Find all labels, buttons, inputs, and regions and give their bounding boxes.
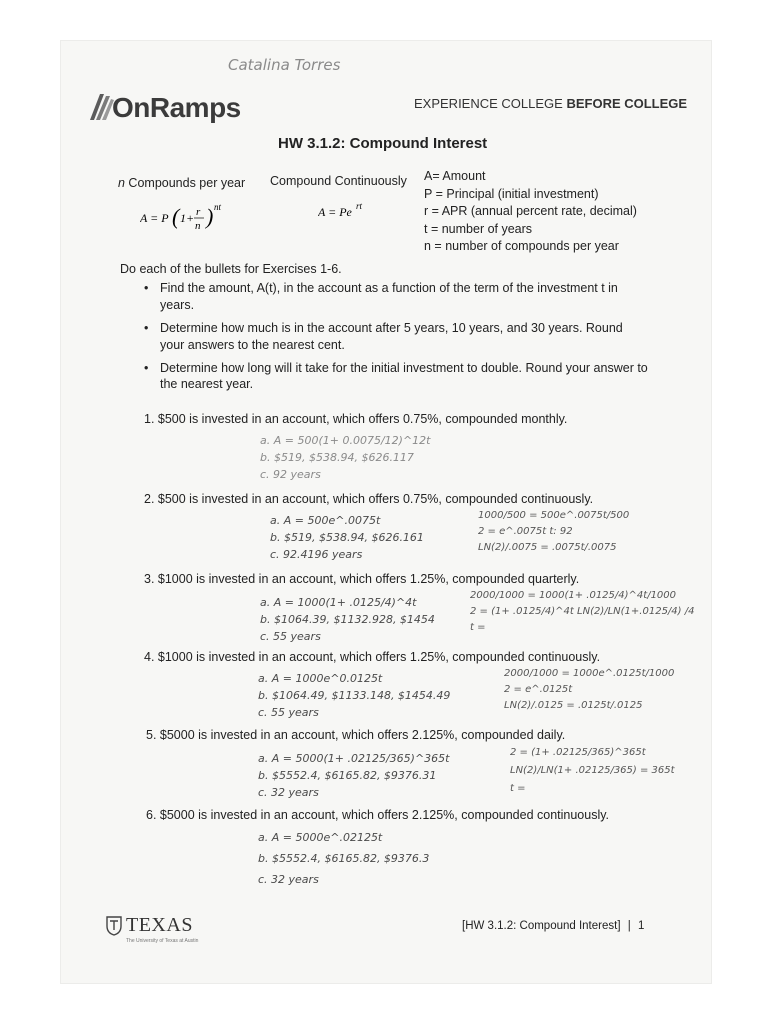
answer-c: c. 92 years (260, 468, 321, 482)
page-title: HW 3.1.2: Compound Interest (278, 135, 488, 152)
exercise-2-answers (270, 512, 424, 563)
legend-item: P = Principal (initial investment) (424, 186, 599, 201)
exercise-4-answers (258, 670, 450, 721)
svg-text:A = Pe: A = Pe (318, 205, 352, 219)
answer-a: a. A = 1000e^0.0125t (258, 672, 383, 685)
legend-item: n = number of compounds per year (424, 239, 619, 253)
footer-separator: | (627, 920, 631, 932)
svg-text:A = P: A = P (140, 211, 169, 225)
exercise-6-text: 6. $5000 is invested in an account, which offers 2.125%, compounded continuously. (146, 808, 610, 822)
exercise-4-text: 4. $1000 is invested in an account, which offers 1.25%, compounded continuously. (144, 650, 601, 664)
work-line: 2 = (1+ .02125/365)^365t (510, 747, 646, 758)
svg-text:1+: 1+ (180, 211, 195, 225)
answer-a: a. A = 5000e^.02125t (258, 831, 383, 844)
answer-b: b. $519, $538.94, $626.161 (270, 531, 424, 545)
work-line: 2000/1000 = 1000e^.0125t/1000 (504, 668, 675, 679)
answer-a: a. A = 1000(1+ .0125/4)^4t (260, 596, 417, 609)
page-footer (462, 920, 644, 932)
exercise-3-answers (260, 594, 435, 645)
texas-logo-subtext: The University of Texas at Austin (126, 938, 199, 944)
svg-text:(: ( (172, 204, 180, 229)
exercise-5-text: 5. $5000 is invested in an account, which offers 2.125%, compounded daily. (146, 728, 566, 742)
exercise-6-answers (258, 828, 429, 891)
answer-c: c. 55 years (258, 706, 319, 720)
variable-legend (424, 168, 637, 256)
answer-c: c. 32 years (258, 872, 319, 886)
exercise-5-work (510, 744, 675, 798)
answer-b: b. $5552.4, $6165.82, $9376.31 (258, 769, 437, 783)
instructions-bullets (138, 280, 648, 399)
continuous-formula-graphic (318, 200, 378, 222)
exercise-1-answers (260, 432, 430, 483)
answer-a: a. A = 5000(1+ .02125/365)^365t (258, 752, 450, 765)
exercise-3-work (470, 588, 700, 636)
work-line: LN(2)/LN(1+ .02125/365) = 365t (510, 765, 675, 776)
texas-logo-text: TEXAS (126, 914, 193, 936)
work-line: 2 = e^.0125t (504, 684, 573, 695)
n-compounds-formula-graphic (140, 200, 250, 236)
answer-b: b. $5552.4, $6165.82, $9376.3 (258, 851, 430, 865)
n-compounds-label (118, 176, 245, 190)
exercise-2-text: 2. $500 is invested in an account, which offers 0.75%, compounded continuously. (144, 492, 594, 506)
answer-c: c. 92.4196 years (270, 548, 363, 562)
n-compounds-formula (140, 200, 250, 240)
svg-text:): ) (206, 204, 214, 229)
instruction-bullet: • Determine how much is in the account after 5 years, 10 years, and 30 years. Round your answers to the nearest cent. (138, 320, 648, 354)
page-number: 1 (637, 920, 645, 932)
tagline-normal: EXPERIENCE COLLEGE (414, 96, 567, 111)
tagline-bold: BEFORE COLLEGE (566, 96, 688, 111)
onramps-logo (86, 88, 246, 132)
n-variable: n (118, 176, 125, 190)
svg-text:rt: rt (356, 201, 363, 211)
work-line: t = (470, 622, 486, 633)
instructions-intro: Do each of the bullets for Exercises 1-6. (120, 262, 342, 276)
exercise-4-work (504, 666, 674, 714)
work-line: 2 = e^.0075t t: 92 (478, 526, 573, 537)
compound-continuously-label: Compound Continuously (270, 174, 407, 188)
header-tagline (414, 96, 687, 111)
answer-c: c. 32 years (258, 786, 319, 800)
work-line: LN(2)/.0075 = .0075t/.0075 (478, 542, 617, 553)
answer-a: a. A = 500(1+ 0.0075/12)^12t (260, 434, 431, 447)
answer-b: b. $1064.39, $1132.928, $1454 (260, 613, 435, 627)
svg-text:n: n (195, 220, 201, 232)
instruction-bullet: • Determine how long will it take for the initial investment to double. Round your answer to the nearest year. (138, 360, 648, 394)
exercise-1-text: 1. $500 is invested in an account, which offers 0.75%, compounded monthly. (144, 412, 568, 426)
legend-item: r = APR (annual percent rate, decimal) (424, 204, 637, 218)
svg-text:r: r (196, 206, 201, 218)
exercise-5-answers (258, 750, 449, 801)
work-line: 2 = (1+ .0125/4)^4t LN(2)/LN(1+.0125/4) /4 (470, 606, 695, 617)
answer-b: b. $1064.49, $1133.148, $1454.49 (258, 689, 451, 703)
continuous-formula (318, 200, 378, 227)
work-line: 1000/500 = 500e^.0075t/500 (478, 510, 630, 521)
exercise-3-text: 3. $1000 is invested in an account, which offers 1.25%, compounded quarterly. (144, 572, 580, 586)
work-line: t = (510, 783, 526, 794)
legend-item: A= Amount (424, 169, 486, 183)
onramps-logo-text: OnRamps (112, 92, 241, 123)
answer-b: b. $519, $538.94, $626.117 (260, 451, 414, 465)
handwritten-name: Catalina Torres (228, 56, 341, 74)
exercise-2-work (478, 508, 629, 556)
work-line: 2000/1000 = 1000(1+ .0125/4)^4t/1000 (470, 590, 677, 601)
footer-doc-label: [HW 3.1.2: Compound Interest] (462, 920, 621, 932)
work-line: LN(2)/.0125 = .0125t/.0125 (504, 700, 643, 711)
n-compounds-label-text: Compounds per year (124, 176, 246, 190)
instruction-bullet: • Find the amount, A(t), in the account as a function of the term of the investment t in years. (138, 280, 648, 314)
legend-item: t = number of years (424, 221, 533, 236)
texas-shield-icon (106, 916, 122, 936)
svg-text:nt: nt (214, 202, 222, 212)
answer-c: c. 55 years (260, 630, 321, 644)
answer-a: a. A = 500e^.0075t (270, 514, 381, 527)
